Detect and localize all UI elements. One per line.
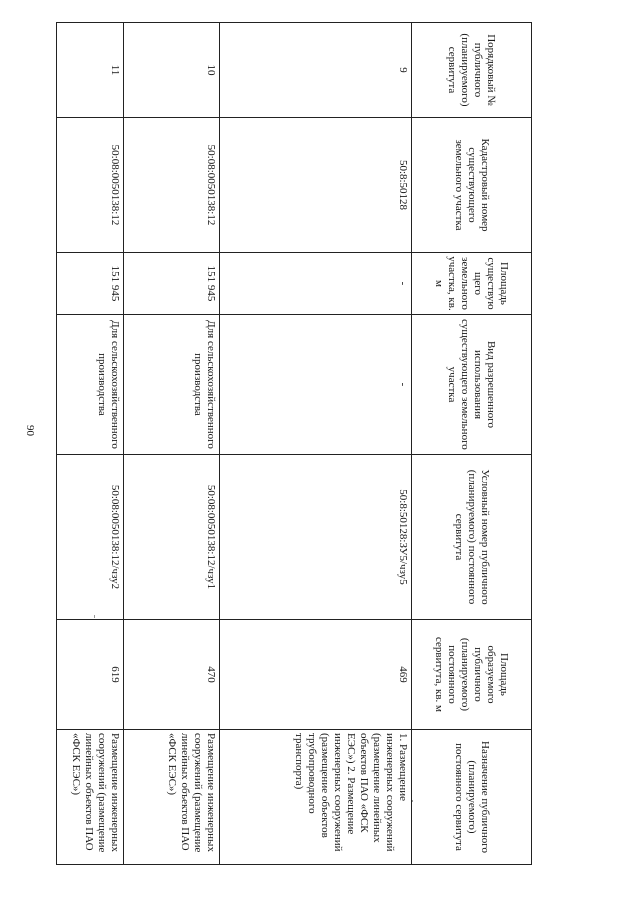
header-order: Порядковый № публичного (планируемого) сервитута [412,23,532,118]
cell-purpose: Размещение инженерных сооружений (размещение линейных объектов ПАО «ФСК ЕЭС») [57,730,124,865]
cell-order: 10 [124,23,220,118]
cell-servitude-area: 469 [220,620,412,730]
cell-conditional-number: 50:08:0050138:12/чзу1 [124,455,220,620]
header-usage: Вид разрешенного использования существующего земельного участка [412,315,532,455]
table-row [57,23,124,865]
header-cadastral: Кадастровый номер существующего земельного участка [412,118,532,253]
servitude-table [56,22,532,865]
table-header-row [412,23,532,865]
table-row [220,23,412,865]
cell-servitude-area: 470 [124,620,220,730]
cell-usage: Для сельскохозяйственного производства [124,315,220,455]
header-purpose: Назначение публичного (планируемого) постоянного сервитута [412,730,532,865]
cell-cadastral: 50:8:50128 [220,118,412,253]
cell-order: 9 [220,23,412,118]
cell-area: 151 945 [124,253,220,315]
cell-servitude-area: 619 [57,620,124,730]
scan-mark [412,800,413,802]
cell-order: 11 [57,23,124,118]
cell-usage: - [220,315,412,455]
page-number: 90 [24,425,36,436]
cell-area: - [220,253,412,315]
header-servitude-area: Площадь образуемого публичного (планируемого) постоянного сервитута, кв. м [412,620,532,730]
cell-cadastral: 50:08:0050138:12 [124,118,220,253]
cell-conditional-number: 50:8:50128:ЗУ5/чзу5 [220,455,412,620]
scan-mark [94,615,95,618]
table-row [124,23,220,865]
cell-usage: Для сельскохозяйственного производства [57,315,124,455]
cell-purpose: 1. Размещение инженерных сооружений (размещение линейных объектов ПАО «ФСК ЕЭС») 2. Размещение инженерных сооружений (размещение объектов трубопроводного транспорта) [220,730,412,865]
header-conditional-number: Условный номер публичного (планируемого) постоянного сервитута [412,455,532,620]
servitude-table-rotated [57,22,532,864]
cell-purpose: Размещение инженерных сооружений (размещение линейных объектов ПАО «ФСК ЕЭС») [124,730,220,865]
cell-conditional-number: 50:08:0050138:12/чзу2 [57,455,124,620]
cell-cadastral: 50:08:0050138:12 [57,118,124,253]
cell-area: 151 945 [57,253,124,315]
header-area: Площадь существую щего земельного участка, кв. м [412,253,532,315]
